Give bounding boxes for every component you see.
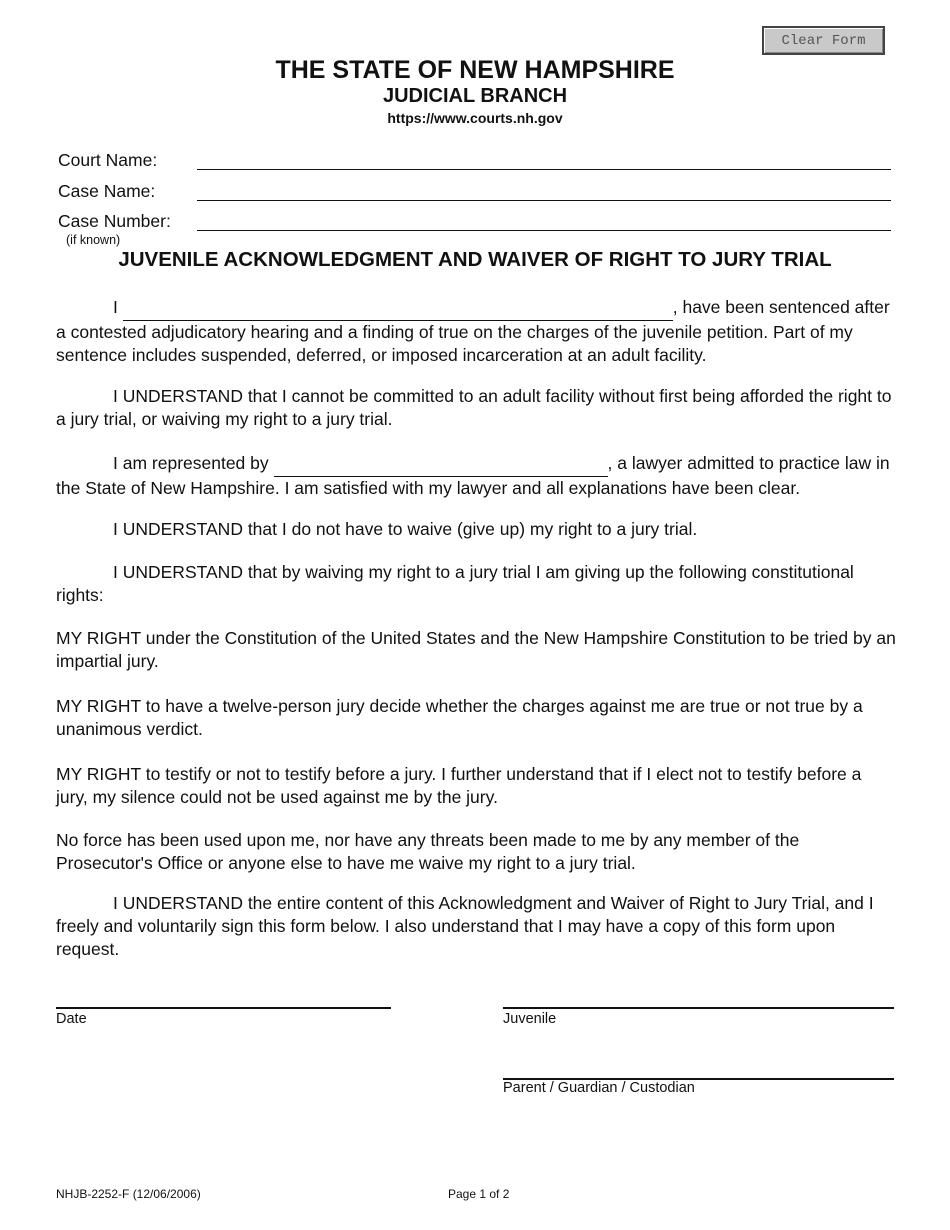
p10-text: I UNDERSTAND the entire content of this Acknowledgment and Waiver of Right to Jury Trial, and I freely and voluntarily sign this form below. I also understand that I may have a copy of this form upon request. [56, 893, 874, 959]
parent-guardian-label: Parent / Guardian / Custodian [503, 1080, 695, 1096]
lawyer-name-input[interactable] [274, 459, 608, 477]
paragraph-giving-up [56, 561, 896, 607]
court-name-input[interactable] [197, 152, 891, 170]
p1-start-text: I [113, 297, 123, 317]
paragraph-right-impartial-jury: MY RIGHT under the Constitution of the United States and the New Hampshire Constitution to be tried by an impartial jury. [56, 628, 896, 671]
p4-text: I UNDERSTAND that I do not have to waive (give up) my right to a jury trial. [113, 519, 698, 539]
page-number: Page 1 of 2 [448, 1187, 510, 1201]
case-number-input[interactable] [197, 213, 891, 231]
paragraph-represented [56, 452, 896, 500]
case-number-label: Case Number: [58, 211, 171, 231]
clear-form-button[interactable]: Clear Form [762, 26, 885, 55]
paragraph-sentenced [56, 296, 896, 367]
juvenile-signature-input[interactable] [503, 985, 894, 1009]
juvenile-name-input[interactable] [123, 303, 673, 321]
paragraph-right-testify: MY RIGHT to testify or not to testify before a jury. I further understand that if I elect not to testify before a jury, my silence could not be used against me by the jury. [56, 764, 862, 807]
p5-text: I UNDERSTAND that by waiving my right to a jury trial I am giving up the following constitutional rights: [56, 562, 854, 605]
paragraph-not-waive [56, 518, 896, 541]
paragraph-right-unanimous: MY RIGHT to have a twelve-person jury decide whether the charges against me are true or not true by a unanimous verdict. [56, 696, 863, 739]
p2-text: I UNDERSTAND that I cannot be committed to an adult facility without first being afforded the right to a jury trial, or waiving my right to a jury trial. [56, 386, 892, 429]
case-name-input[interactable] [197, 183, 891, 201]
p3-start-text: I am represented by [113, 453, 274, 473]
branch-heading: JUDICIAL BRANCH [382, 85, 568, 107]
state-heading: THE STATE OF NEW HAMPSHIRE [275, 56, 675, 84]
date-label: Date [56, 1011, 87, 1027]
parent-signature-input[interactable] [503, 1056, 894, 1080]
court-url: https://www.courts.nh.gov [387, 110, 563, 126]
date-input[interactable] [56, 985, 391, 1009]
p3-rest-text: , a lawyer admitted to practice law in the State of New Hampshire. I am satisfied with my lawyer and all explanations have been clear. [56, 453, 890, 498]
paragraph-understand-content [56, 892, 896, 961]
form-id: NHJB-2252-F (12/06/2006) [56, 1187, 201, 1201]
if-known-note: (if known) [66, 233, 121, 247]
p1-rest-text: , have been sentenced after a contested adjudicatory hearing and a finding of true on the charges of the juvenile petition. Part of my sentence includes suspended, deferred, or imposed incarceration at an adult facility. [56, 297, 890, 365]
paragraph-no-force: No force has been used upon me, nor have any threats been made to me by any member of the Prosecutor's Office or anyone else to have me waive my right to a jury trial. [56, 830, 800, 873]
juvenile-label: Juvenile [503, 1011, 557, 1027]
form-title: JUVENILE ACKNOWLEDGMENT AND WAIVER OF RIGHT TO JURY TRIAL [118, 248, 832, 271]
case-name-label: Case Name: [58, 181, 156, 201]
court-name-label: Court Name: [58, 150, 158, 170]
paragraph-adult-facility [56, 385, 896, 431]
